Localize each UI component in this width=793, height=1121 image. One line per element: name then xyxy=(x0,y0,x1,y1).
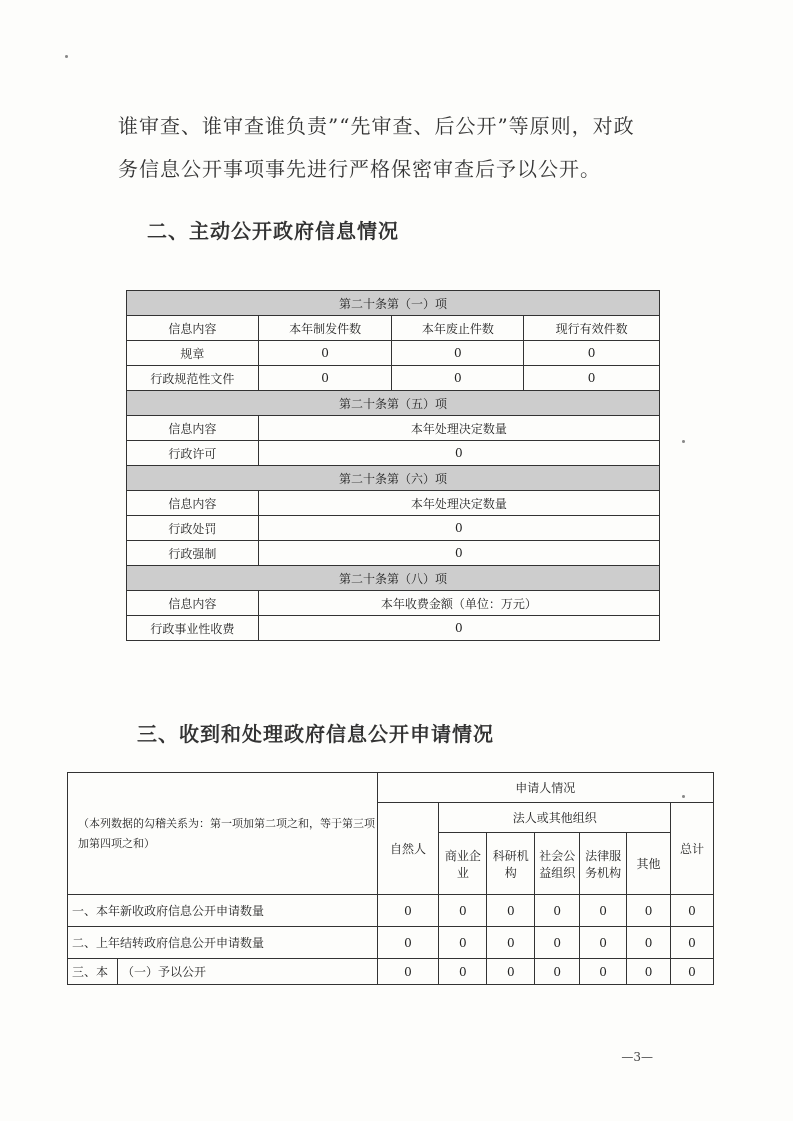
value-cell: 0 xyxy=(439,959,487,985)
value-cell: 0 xyxy=(580,959,627,985)
value-cell: 0 xyxy=(258,441,659,466)
row-sublabel: （一）予以公开 xyxy=(117,959,377,985)
value-cell: 0 xyxy=(671,895,714,927)
value-cell: 0 xyxy=(258,616,659,641)
value-cell: 0 xyxy=(627,895,671,927)
header-cell: 信息内容 xyxy=(127,591,259,616)
row-label: 二、上年结转政府信息公开申请数量 xyxy=(68,927,378,959)
sub-header: 其他 xyxy=(627,833,671,895)
header-cell: 信息内容 xyxy=(127,316,259,341)
row-label: 行政强制 xyxy=(127,541,259,566)
sub-header: 科研机构 xyxy=(487,833,535,895)
article-1-title: 第二十条第（一）项 xyxy=(127,291,660,316)
value-cell: 0 xyxy=(524,341,660,366)
value-cell: 0 xyxy=(439,895,487,927)
value-cell: 0 xyxy=(487,927,535,959)
value-cell: 0 xyxy=(487,959,535,985)
value-cell: 0 xyxy=(580,927,627,959)
row-label: 行政事业性收费 xyxy=(127,616,259,641)
row-label: 三、本 xyxy=(68,959,118,985)
section-3-heading: 三、收到和处理政府信息公开申请情况 xyxy=(137,722,494,746)
value-cell: 0 xyxy=(580,895,627,927)
article-8-title: 第二十条第（八）项 xyxy=(127,566,660,591)
total-header: 总计 xyxy=(671,803,714,895)
row-label: 一、本年新收政府信息公开申请数量 xyxy=(68,895,378,927)
value-cell: 0 xyxy=(524,366,660,391)
header-cell: 现行有效件数 xyxy=(524,316,660,341)
value-cell: 0 xyxy=(535,895,580,927)
value-cell: 0 xyxy=(377,959,439,985)
row-label: 规章 xyxy=(127,341,259,366)
header-cell: 信息内容 xyxy=(127,416,259,441)
value-cell: 0 xyxy=(258,516,659,541)
article-6-title: 第二十条第（六）项 xyxy=(127,466,660,491)
value-cell: 0 xyxy=(535,959,580,985)
intro-line-1: 谁审查、谁审查谁负责”“先审查、后公开”等原则，对政 xyxy=(118,114,635,138)
value-cell: 0 xyxy=(258,541,659,566)
value-cell: 0 xyxy=(439,927,487,959)
scan-speck xyxy=(682,440,685,443)
row-label: 行政许可 xyxy=(127,441,259,466)
sub-header: 法律服务机构 xyxy=(580,833,627,895)
value-cell: 0 xyxy=(377,927,439,959)
header-cell: 本年制发件数 xyxy=(258,316,392,341)
value-cell: 0 xyxy=(535,927,580,959)
legal-entity-header: 法人或其他组织 xyxy=(439,803,671,833)
row-label: 行政处罚 xyxy=(127,516,259,541)
header-cell: 本年废止件数 xyxy=(392,316,524,341)
section-2-heading: 二、主动公开政府信息情况 xyxy=(147,219,399,243)
value-cell: 0 xyxy=(671,927,714,959)
sub-header: 社会公益组织 xyxy=(535,833,580,895)
value-cell: 0 xyxy=(392,366,524,391)
header-cell: 本年处理决定数量 xyxy=(258,491,659,516)
value-cell: 0 xyxy=(258,366,392,391)
value-cell: 0 xyxy=(627,927,671,959)
row-label: 行政规范性文件 xyxy=(127,366,259,391)
value-cell: 0 xyxy=(627,959,671,985)
proactive-disclosure-table xyxy=(126,290,660,641)
value-cell: 0 xyxy=(392,341,524,366)
reconciliation-note: （本列数据的勾稽关系为：第一项加第二项之和，等于第三项加第四项之和） xyxy=(68,773,378,895)
application-table xyxy=(67,772,714,985)
natural-person-header: 自然人 xyxy=(377,803,439,895)
sub-header: 商业企业 xyxy=(439,833,487,895)
header-cell: 信息内容 xyxy=(127,491,259,516)
intro-line-2: 务信息公开事项事先进行严格保密审查后予以公开。 xyxy=(118,157,601,181)
header-cell: 本年处理决定数量 xyxy=(258,416,659,441)
scan-speck xyxy=(65,55,68,58)
value-cell: 0 xyxy=(671,959,714,985)
value-cell: 0 xyxy=(377,895,439,927)
article-5-title: 第二十条第（五）项 xyxy=(127,391,660,416)
header-cell: 本年收费金额（单位：万元） xyxy=(258,591,659,616)
applicant-header: 申请人情况 xyxy=(377,773,714,803)
value-cell: 0 xyxy=(487,895,535,927)
value-cell: 0 xyxy=(258,341,392,366)
page-number: —3— xyxy=(621,1050,653,1064)
